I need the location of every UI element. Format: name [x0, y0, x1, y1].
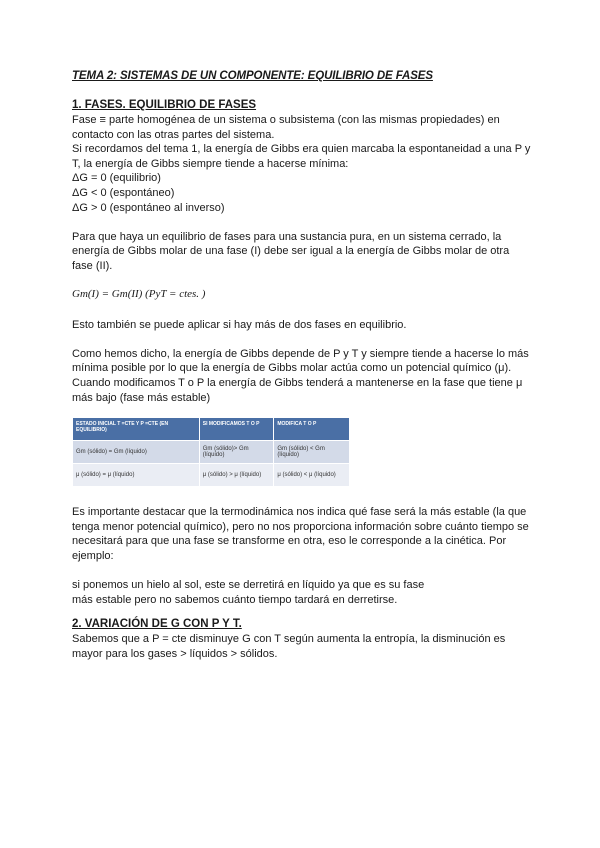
- phase-equilibrium-paragraph: Para que haya un equilibrio de fases para una sustancia pura, en un sistema cerrado, la energía de Gibbs molar de una fase (I) debe ser igual a la energía de Gibbs molar de otra fase (II).: [72, 230, 510, 272]
- table-row: [73, 441, 350, 464]
- phase-stability-table: [72, 417, 350, 487]
- table-cell: μ (sólido) < μ (líquido): [274, 464, 350, 487]
- table-cell: μ (sólido) = μ (líquido): [73, 464, 200, 487]
- gibbs-equality-formula: Gm(I) = Gm(II) (PyT = ctes. ): [72, 287, 206, 300]
- thermodynamics-kinetics-paragraph: Es importante destacar que la termodinámica nos indica qué fase será la más estable (la que tenga menor potencial químico), pero no nos proporciona información sobre cuánto tiempo se necesitará para que una fase se transforme en otra, eso le corresponde a la cinética. Por ejemplo:: [72, 506, 529, 562]
- delta-g-equilibrium: ΔG = 0 (equilibrio): [72, 172, 161, 185]
- phase-definition: Fase ≡ parte homogénea de un sistema o subsistema (con las mismas propiedades) en contacto con las otras partes del sistema.: [72, 114, 500, 141]
- delta-g-inverse: ΔG > 0 (espontáneo al inverso): [72, 201, 225, 214]
- chemical-potential-paragraph: Como hemos dicho, la energía de Gibbs depende de P y T y siempre tiende a hacerse lo más mínima posible por lo que la energía de Gibbs molar actúa como un potencial químico (μ).: [72, 347, 529, 375]
- table-row: [73, 464, 350, 487]
- ice-example-line-2: más estable pero no sabemos cuánto tiempo tardará en derretirse.: [72, 593, 398, 606]
- g-variation-paragraph: Sabemos que a P = cte disminuye G con T según aumenta la entropía, la disminución es mayor para los gases > líquidos > sólidos.: [72, 633, 506, 660]
- table-cell: Gm (sólido) = Gm (líquido): [73, 441, 200, 464]
- document-page: [72, 70, 532, 661]
- table-header: ESTADO INICIAL T =CTE Y P =CTE (EN EQUILIBRIO): [73, 418, 200, 441]
- gibbs-recall-paragraph: Si recordamos del tema 1, la energía de Gibbs era quien marcaba la espontaneidad a una P y T, la energía de Gibbs siempre tiende a hacerse mínima:: [72, 143, 531, 170]
- multiple-phases-note: Esto también se puede aplicar si hay más de dos fases en equilibrio.: [72, 318, 407, 331]
- table-header: SI MODIFICAMOS T O P: [199, 418, 274, 441]
- document-title: TEMA 2: SISTEMAS DE UN COMPONENTE: EQUILIBRIO DE FASES: [72, 70, 433, 82]
- table-header: MODIFICA T O P: [274, 418, 350, 441]
- delta-g-spontaneous: ΔG < 0 (espontáneo): [72, 186, 175, 199]
- table-cell: μ (sólido) > μ (líquido): [199, 464, 274, 487]
- table-cell: Gm (sólido) < Gm (líquido): [274, 441, 350, 464]
- table-header-row: [73, 418, 350, 441]
- ice-example-line-1: si ponemos un hielo al sol, este se derretirá en líquido ya que es su fase: [72, 579, 425, 592]
- section-2-heading: 2. VARIACIÓN DE G CON P Y T.: [72, 618, 242, 631]
- stable-phase-paragraph: Cuando modificamos T o P la energía de Gibbs tenderá a mantenerse en la fase que tiene μ más bajo (fase más estable): [72, 376, 523, 404]
- table-cell: Gm (sólido)> Gm (líquido): [199, 441, 274, 464]
- section-1-heading: 1. FASES. EQUILIBRIO DE FASES: [72, 99, 257, 111]
